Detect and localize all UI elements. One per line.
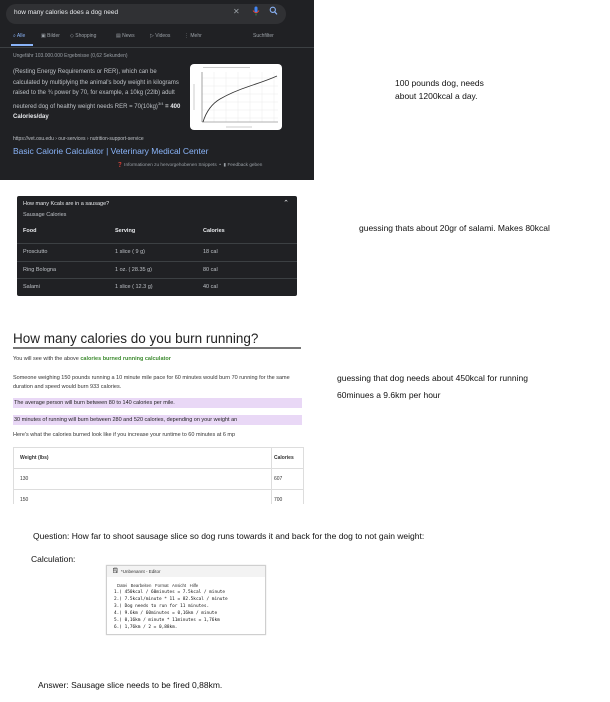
row-divider: [14, 489, 303, 490]
article-line: You will see with the above calories burned running calculator: [13, 356, 171, 362]
cell-food: Salami: [23, 284, 40, 290]
note-salami: guessing thats about 20gr of salami. Makes 80kcal: [359, 223, 550, 233]
highlighted-line: The average person will burn between 80 to 140 calories per mile.: [13, 398, 302, 408]
menu-help[interactable]: Hilfe: [189, 583, 199, 588]
result-count: Ungefähr 103.000.000 Ergebnisse (0,62 Sekunden): [13, 53, 128, 59]
window-title: *Unbenannt - Editor: [121, 569, 161, 574]
note-dog-kcal: about 1200kcal a day.: [395, 91, 478, 101]
question-text: Question: How far to shoot sausage slice so dog runs towards it and back for the dog to not gain weight:: [33, 531, 425, 541]
column-header: Weight (lbs): [20, 455, 49, 461]
tools-button[interactable]: Suchfilter: [253, 33, 274, 39]
article-line: Here's what the calories burned look like if you increase your runtime to 60 minutes at 6 mp: [13, 432, 236, 438]
column-header: Serving: [115, 228, 136, 234]
menu-file[interactable]: Datei: [117, 583, 128, 588]
text-line[interactable]: 4.) 9.6km / 60minutes = 0,16km / minute: [114, 611, 218, 616]
tab-news[interactable]: ▤ News: [116, 33, 135, 39]
mic-icon[interactable]: [252, 6, 260, 19]
column-header: Calories: [203, 228, 225, 234]
cell-calories: 40 cal: [203, 284, 218, 290]
snippet-text: (Resting Energy Requirements or RER), which can be calculated by multiplying the animal's body weight in kilograms raised to the ¾ power by 70, for example, a 10kg (22lb) adult neutered dog of healthy weight needs RER = 70(10kg): [13, 69, 179, 110]
table-row: [17, 278, 297, 297]
snippet-exponent: 3/4: [157, 100, 164, 106]
cell-calories: 700: [274, 497, 283, 503]
table-row: [17, 243, 297, 262]
result-source-url[interactable]: https://vet.osu.edu › our-services › nutrition-support-service: [13, 136, 144, 142]
faq-question[interactable]: How many Kcals are in a sausage?: [23, 201, 110, 207]
google-result-panel: [0, 0, 314, 180]
highlighted-line: 30 minutes of running will burn between 280 and 520 calories, depending on your weight an: [13, 415, 302, 425]
table-caption: Sausage Calories: [23, 212, 67, 218]
cell-weight: 130: [20, 476, 29, 482]
note-running-speed: 60minues a 9.6km per hour: [337, 390, 441, 400]
weight-calories-table: [13, 447, 304, 504]
cell-food: Ring Bologna: [23, 267, 57, 273]
divider: [0, 47, 314, 48]
menu-bar: [117, 583, 198, 588]
cell-serving: 1 oz. ( 28.35 g): [115, 267, 152, 273]
result-title-link[interactable]: Basic Calorie Calculator | Veterinary Medical Center: [13, 146, 209, 156]
text-line[interactable]: 3.) Dog needs to run for 11 minutes.: [114, 604, 210, 609]
cell-weight: 150: [20, 497, 29, 503]
featured-snippet: [13, 67, 183, 123]
active-tab-indicator: [11, 44, 33, 46]
sausage-calories-panel: [17, 196, 297, 296]
cell-calories: 18 cal: [203, 249, 218, 255]
calculator-link[interactable]: calories burned running calculator: [80, 356, 171, 362]
menu-format[interactable]: Format: [155, 583, 169, 588]
text-line[interactable]: 1.) 450kcal / 60minutes = 7.5kcal / minute: [114, 590, 226, 595]
cell-serving: 1 slice ( 12.3 g): [115, 284, 153, 290]
snippet-bold: = 400 Calories/day: [13, 103, 181, 120]
calorie-curve-thumbnail: [190, 64, 282, 130]
text-line[interactable]: 6.) 1,76km / 2 = 0,88km.: [114, 625, 178, 630]
article-heading: How many calories do you burn running?: [13, 331, 259, 346]
tab-all[interactable]: ⌕ Alle: [13, 33, 26, 39]
info-icon: ❓: [117, 162, 123, 167]
snippet-chart-image[interactable]: [190, 64, 282, 130]
feedback-icon: ▮: [223, 162, 227, 167]
cell-serving: 1 slice ( 9 g): [115, 249, 145, 255]
notepad-icon: 🗒: [112, 568, 119, 574]
column-divider: [271, 448, 272, 504]
menu-edit[interactable]: Bearbeiten: [130, 583, 152, 588]
column-header: Food: [23, 228, 37, 234]
calculation-label: Calculation:: [31, 554, 76, 564]
search-icon[interactable]: [269, 6, 278, 19]
tab-more[interactable]: ⋮ Mehr: [184, 33, 202, 39]
window-titlebar[interactable]: [107, 566, 265, 577]
answer-text: Answer: Sausage slice needs to be fired 0,88km.: [38, 680, 223, 690]
tab-images[interactable]: ▣ Bilder: [41, 33, 60, 39]
text-line[interactable]: 2.) 7.5kcal/minute * 11 = 82.5kcal / minute: [114, 597, 228, 602]
snippet-footer: ❓ Informationen zu hervorgehobenen Snippets • ▮ Feedback geben: [117, 162, 263, 167]
table-header-row: [17, 224, 297, 242]
snippet-info-link[interactable]: Informationen zu hervorgehobenen Snippets: [124, 162, 217, 167]
cell-calories: 607: [274, 476, 283, 482]
heading-underline: [13, 347, 301, 349]
cell-food: Prosciutto: [23, 249, 48, 255]
chevron-up-icon[interactable]: ⌃: [283, 200, 289, 207]
note-dog-weight: 100 pounds dog, needs: [395, 78, 484, 88]
column-header: Calories: [274, 455, 294, 461]
row-divider: [14, 468, 303, 469]
menu-view[interactable]: Ansicht: [171, 583, 187, 588]
search-bar[interactable]: [6, 4, 286, 24]
text-line[interactable]: 5.) 0,16km / minute * 11minutes = 1,76km: [114, 618, 220, 623]
notepad-window[interactable]: [106, 565, 266, 635]
note-running-kcal: guessing that dog needs about 450kcal for running: [337, 373, 528, 383]
close-icon[interactable]: ✕: [233, 7, 240, 16]
article-paragraph: Someone weighing 150 pounds running a 10 minute mile pace for 60 minutes would burn 70 running for the same duration and speed would burn 933 calories.: [13, 375, 290, 390]
tab-videos[interactable]: ▷ Videos: [150, 33, 171, 39]
tab-shopping[interactable]: ◇ Shopping: [70, 33, 97, 39]
search-input[interactable]: how many calories does a dog need: [14, 9, 119, 16]
cell-calories: 80 cal: [203, 267, 218, 273]
search-tabs: [10, 33, 310, 43]
feedback-link[interactable]: Feedback geben: [227, 162, 263, 167]
